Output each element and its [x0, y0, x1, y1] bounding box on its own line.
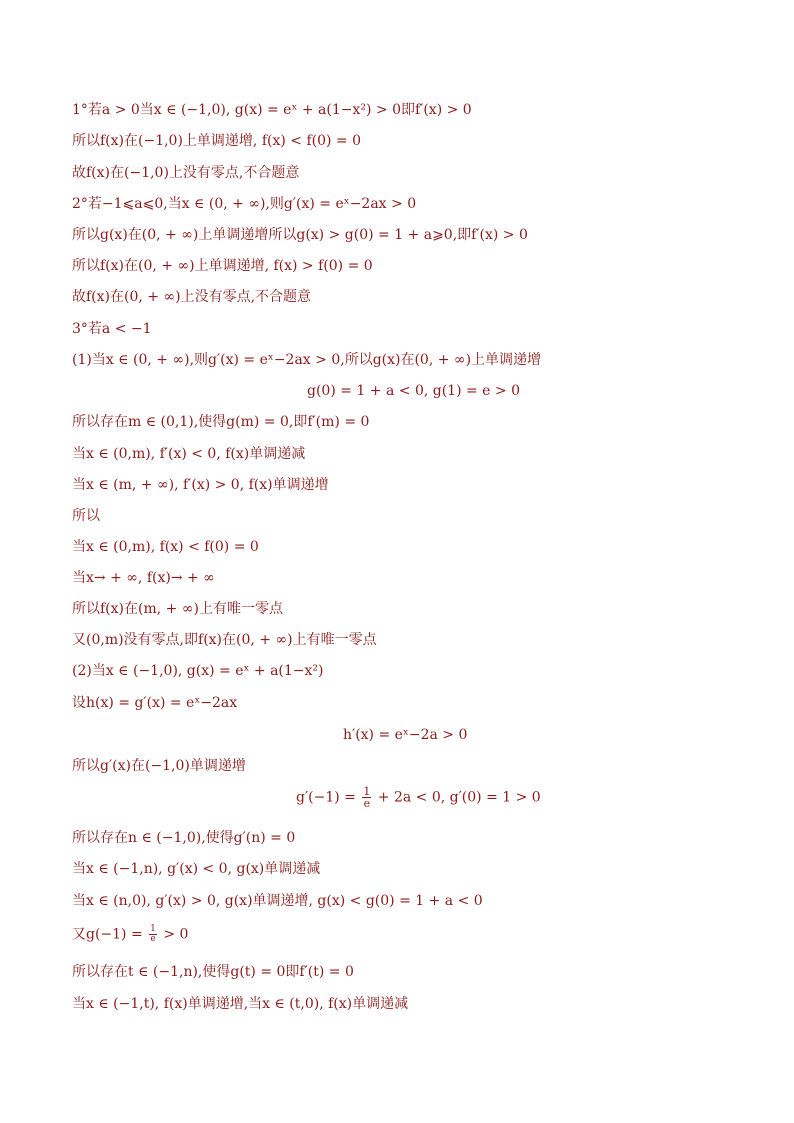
line-case-1-conclusion: 故f(x)在(−1,0)上没有零点,不合题意 — [72, 165, 300, 181]
line-g-increasing: 当x ∈ (n,0), g′(x) > 0, g(x)单调递增, g(x) < g(0) = 1 + a < 0 — [72, 893, 483, 909]
formula-suffix: > 0 — [163, 926, 189, 943]
line-g0-g1-values: g(0) = 1 + a < 0, g(1) = e > 0 — [307, 383, 520, 399]
line-exists-m: 所以存在m ∈ (0,1),使得g(m) = 0,即f′(m) = 0 — [72, 414, 370, 430]
line-therefore: 所以 — [72, 508, 100, 524]
fraction-denominator: e — [150, 934, 156, 944]
line-f-negative-0-m: 当x ∈ (0,m), f(x) < f(0) = 0 — [72, 539, 259, 555]
line-define-h: 设h(x) = g′(x) = eˣ−2ax — [72, 695, 238, 711]
line-exists-t: 所以存在t ∈ (−1,n),使得g(t) = 0即f′(t) = 0 — [72, 964, 354, 980]
line-case-1-condition: 1°若a > 0当x ∈ (−1,0), g(x) = eˣ + a(1−x²) > 0即f′(x) > 0 — [72, 102, 472, 118]
line-unique-zero-0-inf: 又(0,m)没有零点,即f(x)在(0, + ∞)上有唯一零点 — [72, 632, 377, 648]
line-case-2-g-increasing: 所以g(x)在(0, + ∞)上单调递增所以g(x) > g(0) = 1 + a⩾0,即f′(x) > 0 — [72, 227, 528, 243]
fraction-denominator: e — [363, 797, 371, 810]
line-unique-zero-m-inf: 所以f(x)在(m, + ∞)上有唯一零点 — [72, 601, 283, 617]
line-decreasing-0-m: 当x ∈ (0,m), f′(x) < 0, f(x)单调递减 — [72, 446, 306, 462]
fraction — [149, 925, 157, 944]
fraction-numerator: 1 — [150, 924, 156, 934]
line-gprime-values — [296, 786, 541, 809]
fraction — [362, 786, 371, 809]
line-case-2-f-increasing: 所以f(x)在(0, + ∞)上单调递增, f(x) > f(0) = 0 — [72, 258, 373, 274]
line-g-decreasing: 当x ∈ (−1,n), g′(x) < 0, g(x)单调递减 — [72, 861, 321, 877]
line-increasing-m-inf: 当x ∈ (m, + ∞), f′(x) > 0, f(x)单调递增 — [72, 477, 329, 493]
line-sub-2-interval: (2)当x ∈ (−1,0), g(x) = eˣ + a(1−x²) — [72, 663, 324, 679]
formula-prefix: g′(−1) = — [296, 789, 356, 806]
line-case-2-conclusion: 故f(x)在(0, + ∞)上没有零点,不合题意 — [72, 289, 312, 305]
line-g-minus-one — [72, 925, 188, 944]
line-gprime-increasing: 所以g′(x)在(−1,0)单调递增 — [72, 758, 246, 774]
line-f-monotonicity: 当x ∈ (−1,t), f(x)单调递增,当x ∈ (t,0), f(x)单调递减 — [72, 996, 409, 1012]
formula-suffix: + 2a < 0, g′(0) = 1 > 0 — [377, 789, 541, 806]
line-case-1-monotone: 所以f(x)在(−1,0)上单调递增, f(x) < f(0) = 0 — [72, 133, 362, 149]
formula-prefix: 又g(−1) = — [72, 926, 143, 943]
line-exists-n: 所以存在n ∈ (−1,0),使得g′(n) = 0 — [72, 830, 296, 846]
line-sub-1-interval: (1)当x ∈ (0, + ∞),则g′(x) = eˣ−2ax > 0,所以g(x)在(0, + ∞)上单调递增 — [72, 352, 542, 368]
line-h-derivative: h′(x) = eˣ−2a > 0 — [343, 727, 468, 743]
fraction-numerator: 1 — [363, 785, 371, 798]
line-case-2-condition: 2°若−1⩽a⩽0,当x ∈ (0, + ∞),则g′(x) = eˣ−2ax > 0 — [72, 196, 417, 212]
line-case-3-condition: 3°若a < −1 — [72, 321, 152, 337]
line-limit-inf: 当x→ + ∞, f(x)→ + ∞ — [72, 570, 215, 586]
